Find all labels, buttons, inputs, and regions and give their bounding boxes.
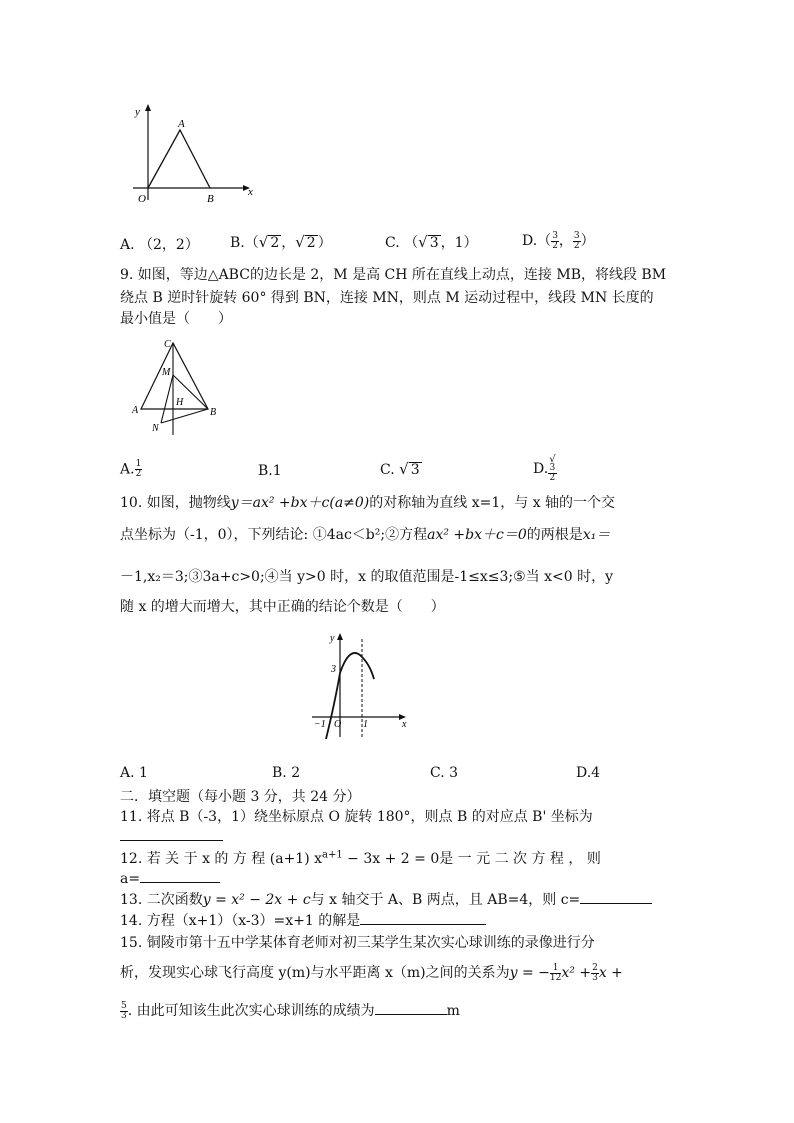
q14-text: 14. 方程（x+1）（x-3）=x+1 的解是 [120, 910, 486, 930]
q10-line-1: 10. 如图，抛物线y＝ax² +bx＋c(a≠0)的对称轴为直线 x=1，与 x 轴的一个交 [120, 495, 616, 511]
sqrt-icon: √ [418, 233, 428, 251]
label-o: O [138, 193, 146, 205]
label-a: A [132, 405, 139, 416]
q9-option-c: C. √ 3 [380, 460, 420, 478]
q12-exponent: a+1 [322, 849, 343, 861]
q15-line-3: $\frac{5}{3}$ . 由此可知该生此次实心球训练的成绩为 m [121, 1000, 460, 1021]
q8-option-a: A. （2，2） [120, 237, 199, 253]
q8-d-prefix: D.（ [522, 233, 552, 249]
q11-answer-blank[interactable] [120, 826, 223, 841]
segment-bn [161, 409, 208, 423]
q9-line-1: 9. 如图，等边△ABC的边长是 2，M 是高 CH 所在直线上动点，连接 MB，将线段 BM [120, 267, 667, 283]
label-y: y [135, 106, 140, 118]
q14-answer-blank[interactable] [360, 910, 486, 925]
figure-q10-parabola [310, 627, 415, 742]
q15-answer-blank[interactable] [375, 1000, 447, 1015]
q15-line-2: 析，发现实心球飞行高度 y(m)与水平距离 x（m)之间的关系为y = − $\frac{1}{12}$ x² + $\frac{2}{3}$ x + [120, 962, 623, 983]
q8-d-suffix: ） [580, 233, 595, 249]
label-b: B [210, 407, 217, 418]
q13-answer-blank[interactable] [580, 889, 652, 904]
label-a: A [178, 118, 185, 130]
q9-option-b: B.1 [258, 463, 282, 479]
q15-frac-3: $\frac{5}{3}$ [121, 1000, 127, 1021]
figure-q8-triangle [128, 100, 258, 210]
q8-c-radicand: 3 [429, 235, 439, 251]
label-neg1: −1 [314, 719, 326, 730]
label-one: 1 [363, 719, 368, 730]
triangle-oab [148, 130, 210, 188]
label-b: B [207, 193, 214, 205]
q12-line-1: 12. 若 关 于 x 的 方 程 (a+1) $x^{a+1} - 3x + 2 = 0$是 一 元 二 次 方 程 ， 则 [120, 849, 601, 867]
label-n: N [152, 423, 159, 434]
q10-line-3: －1,x₂＝3;③3a+c>0;④当 y>0 时，x 的取值范围是-1≤x≤3;⑤当 x<0 时，y [120, 569, 613, 585]
q9-d-radicand: 3 [549, 463, 556, 473]
q15-frac-2: $\frac{2}{3}$ [592, 962, 598, 983]
q10-option-a: A. 1 [120, 765, 148, 781]
q9-option-d: D. √ 3 2 [533, 454, 556, 483]
q8-b-suffix: ） [317, 235, 332, 251]
sqrt-icon: √ [258, 233, 269, 251]
label-o: O [334, 719, 342, 730]
q8-b-radicand-1: 2 [270, 235, 280, 251]
q8-c-suffix: ，1） [440, 235, 478, 251]
q8-d-frac-2: $\frac{3}{2}$ [573, 230, 580, 251]
q8-d-frac-1: $\frac{3}{2}$ [552, 230, 558, 251]
q13-equation: y = x² − 2x + c [202, 892, 311, 908]
q15-frac-1: $\frac{1}{12}$ [549, 962, 562, 983]
label-three: 3 [331, 664, 336, 675]
q10-option-b: B. 2 [272, 765, 301, 781]
q10-line-2: 点坐标为（-1，0），下列结论: ①4ac＜b²;②方程ax² +bx＋c＝0的两根是x₁＝ [120, 527, 611, 543]
q9-line-3: 最小值是（ ） [120, 311, 232, 327]
section-2-heading: 二．填空题（每小题 3 分，共 24 分） [120, 789, 361, 805]
segment-mn [161, 375, 173, 423]
q10-option-d: D.4 [576, 765, 601, 781]
q11-text: 11. 将点 B（-3，1）绕坐标原点 O 旋转 180°，则点 B 的对应点 B' 坐标为 [120, 809, 593, 825]
q8-d-sep: ， [558, 233, 573, 249]
label-h: H [176, 397, 184, 408]
label-x: x [402, 719, 407, 730]
sqrt-icon: √ [399, 460, 409, 478]
q12-line-2: a= [120, 868, 220, 887]
q9-line-2: 绕点 B 逆时针旋转 60° 得到 BN，连接 MN，则点 M 运动过程中，线段 MN 长度的 [120, 290, 654, 306]
q9-d-frac: √ 3 2 [549, 454, 556, 483]
q10-equation: y＝ax² +bx＋c(a≠0) [230, 495, 370, 511]
sqrt-icon: √ [295, 233, 305, 251]
q15-line-1: 15. 铜陵市第十五中学某体育老师对初三某学生某次实心球训练的录像进行分 [120, 935, 595, 951]
q8-option-c [385, 232, 478, 252]
q10-line-4: 随 x 的增大而增大，其中正确的结论个数是（ ） [120, 599, 445, 615]
label-c: C [164, 339, 171, 350]
q8-b-sep: ， [281, 235, 296, 251]
q9-c-radicand: 3 [410, 462, 420, 478]
figure-q9-triangle [128, 335, 228, 440]
label-m: M [162, 367, 171, 378]
q10-option-c: C. 3 [430, 765, 459, 781]
q8-option-b [230, 232, 332, 252]
q8-b-prefix: B.（ [230, 235, 259, 251]
y-axis-arrow [337, 633, 343, 640]
q8-b-radicand-2: 2 [306, 235, 316, 251]
q9-option-a: A. $\frac{1}{2}$ [120, 459, 142, 479]
y-axis-arrow [145, 104, 151, 111]
label-y: y [330, 633, 335, 644]
q13-text: 13. 二次函数y = x² − 2x + c与 x 轴交于 A、B 两点，且 AB=4，则 c= [120, 889, 652, 909]
q8-c-prefix: C. （ [385, 235, 419, 251]
q8-option-d [522, 230, 595, 251]
q12-answer-blank[interactable] [140, 868, 220, 883]
q9-a-frac: $\frac{1}{2}$ [135, 459, 142, 479]
label-x: x [248, 186, 253, 198]
